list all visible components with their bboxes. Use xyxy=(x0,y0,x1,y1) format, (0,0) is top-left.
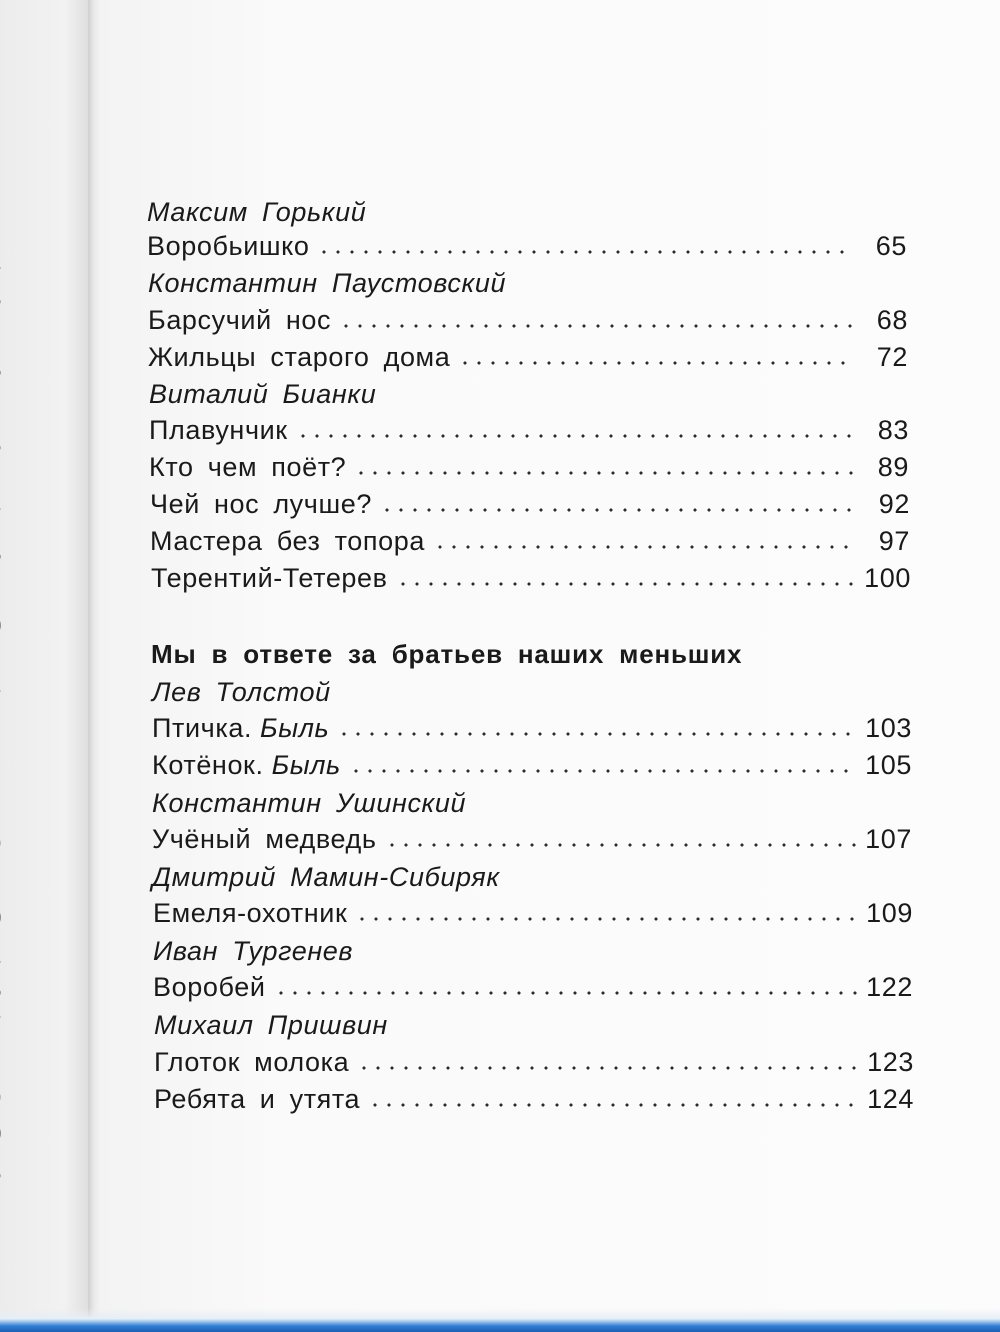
entry-title: Жильцы старого дома xyxy=(148,342,451,372)
left-page-number xyxy=(0,976,2,1004)
left-page-edge xyxy=(0,0,92,1332)
entry-page-number: 122 xyxy=(866,972,913,1002)
left-page-number xyxy=(0,940,2,968)
toc-entry xyxy=(148,333,908,373)
author-name: Константин Ушинский xyxy=(152,788,467,818)
toc-entry xyxy=(147,222,907,262)
leader-dots xyxy=(349,769,858,773)
entry-page-number: 65 xyxy=(875,231,907,261)
entry-title: Емеля-охотник xyxy=(153,898,348,928)
toc-entry xyxy=(153,963,913,1003)
left-page-number xyxy=(0,246,2,274)
toc-author xyxy=(154,1001,914,1041)
entry-title: Мастера без топора xyxy=(150,526,425,556)
leader-dots xyxy=(385,843,858,847)
leader-dots xyxy=(368,1103,860,1107)
entry-title: Терентий-Тетерев xyxy=(151,563,388,593)
leader-dots xyxy=(317,250,853,254)
author-name: Дмитрий Мамин-Сибиряк xyxy=(152,862,500,892)
entry-page-number: 103 xyxy=(865,713,912,743)
toc-entry xyxy=(151,554,911,594)
left-page-number xyxy=(0,612,2,640)
author-name: Лев Толстой xyxy=(152,677,331,707)
left-page-number xyxy=(0,1158,2,1186)
leader-dots xyxy=(357,1066,860,1070)
entry-page-number: 105 xyxy=(865,750,912,780)
author-name: Максим Горький xyxy=(147,197,367,227)
left-page-number xyxy=(0,430,2,458)
entry-page-number: 100 xyxy=(864,563,911,593)
toc-entry xyxy=(150,517,910,557)
toc-entry xyxy=(152,741,912,781)
toc-entry xyxy=(154,1038,914,1078)
entry-page-number: 92 xyxy=(878,489,910,519)
left-page-number xyxy=(0,1120,2,1148)
entry-title: Глоток молока xyxy=(154,1047,350,1077)
toc-entry xyxy=(149,406,909,446)
left-page-number xyxy=(0,1084,2,1112)
toc-entry xyxy=(148,296,908,336)
entry-page-number: 97 xyxy=(878,526,910,556)
left-page-number xyxy=(0,356,2,384)
toc-entry xyxy=(152,815,912,855)
leader-dots xyxy=(354,471,855,475)
entry-title: Чей нос лучше? xyxy=(150,489,372,519)
leader-dots xyxy=(380,508,856,512)
entry-title: Котёнок. xyxy=(152,750,264,780)
toc-author xyxy=(153,927,913,967)
toc-author xyxy=(148,259,908,299)
book-cover-edge xyxy=(0,1308,1000,1332)
entry-title: Птичка. xyxy=(152,713,253,743)
entry-title: Воробей xyxy=(153,972,266,1002)
leader-dots xyxy=(339,324,854,328)
left-page-number xyxy=(0,904,2,932)
author-name: Константин Паустовский xyxy=(148,268,507,298)
left-page-number xyxy=(0,1012,2,1040)
left-page-number xyxy=(0,686,2,714)
author-name: Виталий Бианки xyxy=(149,379,377,409)
entry-title: Ребята и утята xyxy=(154,1084,361,1114)
leader-dots xyxy=(396,582,857,586)
leader-dots xyxy=(355,917,859,921)
toc-entry xyxy=(153,889,913,929)
toc-entry xyxy=(152,704,912,744)
toc-author xyxy=(152,779,912,819)
section-heading xyxy=(151,630,911,670)
leader-dots xyxy=(458,361,854,365)
entry-title: Кто чем поёт? xyxy=(149,452,347,482)
leader-dots xyxy=(337,732,858,736)
entry-subtitle: Быль xyxy=(260,713,330,743)
toc-author xyxy=(149,370,909,410)
leader-dots xyxy=(296,434,855,438)
entry-title: Плавунчик xyxy=(149,415,288,445)
entry-page-number: 72 xyxy=(876,342,908,372)
author-name: Иван Тургенев xyxy=(153,936,354,966)
entry-subtitle: Быль xyxy=(271,750,341,780)
entry-page-number: 107 xyxy=(865,824,912,854)
leader-dots xyxy=(433,545,856,549)
entry-title: Учёный медведь xyxy=(152,824,377,854)
toc-entry xyxy=(154,1075,914,1115)
left-page-number xyxy=(0,830,2,858)
entry-page-number: 109 xyxy=(866,898,913,928)
leader-dots xyxy=(274,991,859,995)
author-name: Михаил Пришвин xyxy=(154,1010,388,1040)
toc-entry xyxy=(149,443,909,483)
entry-page-number: 123 xyxy=(867,1047,914,1077)
left-page-number xyxy=(0,504,2,532)
entry-title: Барсучий нос xyxy=(148,305,332,335)
toc-author xyxy=(152,668,912,708)
toc-author xyxy=(152,853,912,893)
left-page-number xyxy=(0,284,2,312)
left-page-number xyxy=(0,540,2,568)
toc-entry xyxy=(150,480,910,520)
entry-page-number: 89 xyxy=(877,452,909,482)
entry-page-number: 68 xyxy=(876,305,908,335)
entry-page-number: 83 xyxy=(877,415,909,445)
section-title: Мы в ответе за братьев наших меньших xyxy=(151,639,743,669)
entry-page-number: 124 xyxy=(867,1084,914,1114)
entry-title: Воробьишко xyxy=(147,231,310,261)
